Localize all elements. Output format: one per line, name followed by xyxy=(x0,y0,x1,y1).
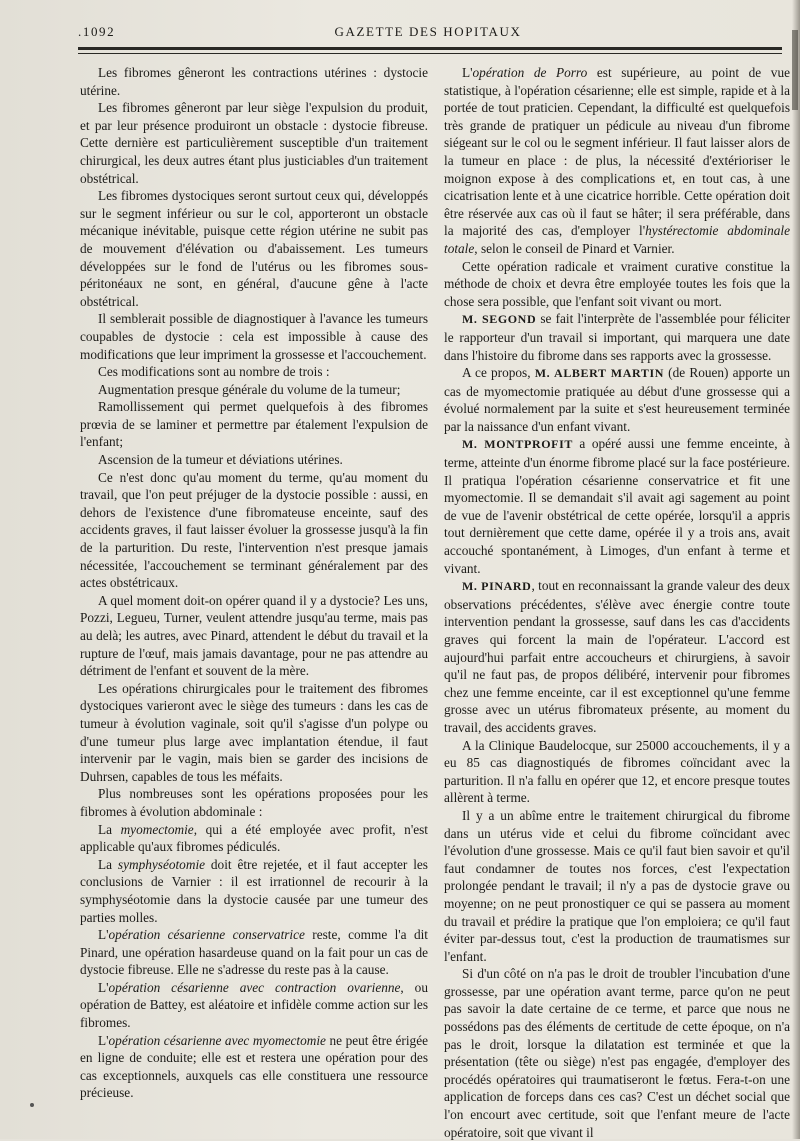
right-column xyxy=(444,64,790,1141)
paragraph-text: reste, comme l'a dit Pinard, une opération hasardeuse quand on la fait pour un cas de dystocie fibreuse. Elle ne s'adresse du reste pas à la cause. xyxy=(80,927,428,978)
paragraph xyxy=(444,577,790,736)
paragraph-text: Cette opération radicale et vraiment curative constitue la méthode de choix et devra être employée toutes les fois que la chose sera possible, que l'enfant soit vivant ou mort. xyxy=(444,258,790,309)
paragraph-text: Ce n'est donc qu'au moment du terme, qu'au moment du travail, que l'on peut préjuger de la dystocie possible : aussi, en dehors de l'existence d'une fibromateuse enceinte, sauf des accidents graves, il faut laisser évoluer la grossesse jusqu'à la fin de la parturition. Du reste, l'intervention n'est presque jamais nécessitée, l'accouchement se terminant généralement par des actes obstétricaux. xyxy=(80,469,428,591)
emphasis-text: hystérectomie abdominale totale xyxy=(444,223,790,256)
paragraph-text: La xyxy=(98,856,118,872)
paragraph-text: Ces modifications sont au nombre de trois : xyxy=(98,364,330,380)
paragraph xyxy=(80,64,428,99)
paragraph-text: , qui a été employée avec profit, n'est applicable qu'aux fibromes pédiculés. xyxy=(80,821,428,855)
paragraph-text: L' xyxy=(98,1032,109,1048)
paragraph xyxy=(444,737,790,807)
emphasis-text: opération césarienne conservatrice xyxy=(108,927,305,943)
paragraph-text: L' xyxy=(462,65,473,80)
speaker-name: M. MONTPROFIT xyxy=(462,437,573,452)
paragraph xyxy=(444,64,790,258)
paragraph-text: doit être rejetée, et il faut accepter les conclusions de Varnier : il est irrationnel de recourir à la symphyséotomie dans la dystocie causée par une tumeur des parties molles. xyxy=(80,856,428,925)
paragraph-text: (de Rouen) apporte un cas de myomectomie pratiquée au début d'une grossesse qui a évolué normalement par la suite et s'est heureusement terminée par la naissance d'un enfant vivant. xyxy=(444,365,790,434)
paragraph xyxy=(80,926,428,979)
paragraph xyxy=(80,363,428,381)
paragraph-text: A quel moment doit-on opérer quand il y a dystocie? Les uns, Pozzi, Legueu, Turner, veulent attendre jusqu'au terme, mais pas au delà; les autres, avec Pinard, attendent le début du travail et la rupture de l'œuf, mais jamais davantage, pour ne pas attendre au détriment de l'enfant et souvent de la mère. xyxy=(80,592,428,679)
paragraph xyxy=(80,99,428,187)
paragraph-text: , tout en reconnaissant la grande valeur des deux observations précédentes, s'élève avec énergie contre toute intervention pendant la grossesse, sauf dans les cas d'accidents graves qui forcent la main de l'opérateur. L'accord est aujourd'hui parfait entre accoucheurs et chirurgiens, à savoir qu'il ne faut pas, de propos délibéré, intervenir pour fibromes chez une femme enceinte, car il est exceptionnel qu'une femme grosse avec un utérus fibromateux présente, au moment du travail, des accidents graves. xyxy=(444,578,790,735)
paragraph-text: , selon le conseil de Pinard et Varnier. xyxy=(474,240,675,256)
paragraph-text: A la Clinique Baudelocque, sur 25000 accouchements, il y a eu 85 cas diagnostiqués de fibromes coïncidant avec la parturition. Il n'a fallu en opérer que 12, et encore presque toutes allèrent à terme. xyxy=(444,737,790,806)
paragraph-text: Il y a un abîme entre le traitement chirurgical du fibrome dans un utérus vide et celui du fibrome coïncidant avec l'évolution d'une grossesse. Mais ce qu'il faut bien savoir et qu'il faut condamner de toutes nos forces, c'est l'expectation prolongée pendant le travail; il n'y a pas de dystocie grave ou moyenne; on ne peut pronostiquer ce qui se passera au moment du travail et prédire la pratique que l'on emploiera; ce qu'il faut éviter par-dessus tout, c'est la production de traumatismes sur l'enfant. xyxy=(444,807,790,964)
paragraph xyxy=(444,364,790,435)
header-rule-thick xyxy=(78,47,782,50)
paragraph xyxy=(80,821,428,856)
page-edge-shadow xyxy=(792,0,800,1139)
speaker-name: M. SEGOND xyxy=(462,312,537,327)
paragraph-text: se fait l'interprète de l'assemblée pour féliciter le rapporteur d'un travail si important, qui marquera une date dans l'histoire du fibrome dans ses rapports avec la grossesse. xyxy=(444,311,790,363)
emphasis-text: opération césarienne avec contraction ovarienne xyxy=(108,979,401,995)
paragraph xyxy=(444,807,790,965)
paragraph-text: ne peut être érigée en ligne de conduite; elle est et restera une opération pour des cas exceptionnels, auxquels cas elle constituera une ressource précieuse. xyxy=(80,1032,428,1101)
emphasis-text: myomectomie xyxy=(120,821,194,837)
paragraph-text: Les opérations chirurgicales pour le traitement des fibromes dystociques varieront avec le siège des tumeurs : dans les cas de tumeur à évolution vaginale, soit qu'il s'agisse d'un polype ou d'une tumeur plus large avec implantation étendue, il faut intervenir par le vagin, mais bien se garder des incisions de Duhrsen, capables de tous les méfaits. xyxy=(80,680,428,784)
paragraph xyxy=(80,856,428,926)
paragraph xyxy=(444,258,790,311)
paragraph-text: L' xyxy=(98,927,109,943)
paragraph xyxy=(444,310,790,364)
paragraph-text: Si d'un côté on n'a pas le droit de troubler l'incubation d'une grossesse, par une opération avant terme, parce qu'on ne peut pas savoir la date certaine de ce terme, et parce que nous ne possédons pas des éléments de certitude de cette époque, on n'a pas le droit, lorsque la dilatation est terminée et que la présentation (tête ou siège) n'est pas engagée, d'employer des procédés opératoires qui traumatiseront le fœtus. Fera-t-on une application de forceps dans ces cas? C'est un déchet social que l'on encourt avec certitude, soit que l'enfant meure de l'acte opératoire, soit que vivant il xyxy=(444,966,790,1140)
paragraph xyxy=(80,469,428,592)
paragraph xyxy=(444,435,790,577)
paragraph xyxy=(80,381,428,399)
paragraph xyxy=(80,398,428,451)
paragraph-text: a opéré aussi une femme enceinte, à terme, atteinte d'un énorme fibrome placé sur la face postérieure. Il pratiqua l'opération césarienne conservatrice et fit une myomectomie. Il se demandait s'il avait agi sagement au point de vue de l'avenir obstétrical de cette opérée, lorsqu'il a appris tout dernièrement que cette dame, opérée il y a trois ans, avait accouché spontanément, à Limoges, d'un enfant à terme et vivant. xyxy=(444,436,790,576)
paragraph-text: Augmentation presque générale du volume de la tumeur; xyxy=(98,381,401,397)
speaker-name: M. PINARD xyxy=(462,579,532,594)
paragraph xyxy=(80,451,428,469)
page-number: .1092 xyxy=(78,24,116,39)
emphasis-text: opération césarienne avec myomectomie xyxy=(108,1032,326,1048)
paragraph-text: Il semblerait possible de diagnostiquer à l'avance les tumeurs coupables de dystocie : cela est impossible à cause des modifications que leur impriment la grossesse et l'accouchement. xyxy=(80,311,428,362)
paragraph-text: , ou opération de Battey, est aléatoire et infidèle comme action sur les fibromes. xyxy=(80,979,428,1031)
paragraph-text: La xyxy=(98,821,121,837)
paragraph xyxy=(80,1032,428,1102)
paragraph xyxy=(80,680,428,786)
header-rule-thin xyxy=(78,53,782,54)
paragraph xyxy=(80,187,428,310)
speaker-name: M. ALBERT MARTIN xyxy=(534,366,664,381)
paragraph xyxy=(80,979,428,1032)
left-column xyxy=(80,64,428,1102)
emphasis-text: symphyséotomie xyxy=(117,856,206,872)
margin-mark xyxy=(30,1103,34,1107)
paragraph-text: Les fibromes dystociques seront surtout ceux qui, développés sur le segment inférieur ou sur le col, apporteront un obstacle mécanique inévitable, puisque cette région utérine ne subit pas de mouvement d'élévation ou d'abaissement. Les tumeurs développées sur le fond de l'utérus ou les fibromes sous-péritonéaux ne sont, en général, d'aucune gêne à l'acte obstétrical. xyxy=(80,188,428,309)
paragraph-text: A ce propos, xyxy=(462,365,535,381)
paragraph xyxy=(80,785,428,820)
paragraph-text: Les fibromes gêneront par leur siège l'expulsion du produit, et par leur présence produiront un obstacle : dystocie fibreuse. Cette dernière est particulièrement susceptible d'un traitement chirurgical, les deux autres étant plus justiciables d'un traitement obstétrical. xyxy=(80,100,428,186)
paragraph xyxy=(80,592,428,680)
paragraph-text: Ascension de la tumeur et déviations utérines. xyxy=(98,452,343,468)
paragraph-text: Les fibromes gêneront les contractions utérines : dystocie utérine. xyxy=(80,65,428,98)
paragraph xyxy=(80,310,428,363)
page-header xyxy=(78,22,778,48)
paragraph xyxy=(444,965,790,1141)
journal-title: GAZETTE DES HOPITAUX xyxy=(334,24,522,39)
paragraph-text: est supérieure, au point de vue statistique, à l'opération césarienne; elle est simple, rapide et à la portée de tout praticien. Cependant, la difficulté est quelquefois très grande de pratiquer un pédicule au niveau d'un fibrome siégeant sur le col ou le segment inférieur. Il faut laisser alors de la tumeur en place : de plus, la nécessité d'extérioriser le moignon expose à des complications et, en tout cas, à une cicatrisation lente et à une cicatrice horrible. Cette opération doit être réservée aux cas où il faut se hâter; il sera préférable, dans la majorité des cas, d'employer l' xyxy=(444,65,790,239)
emphasis-text: opération de Porro xyxy=(472,65,588,80)
paragraph-text: Ramollissement qui permet quelquefois à des fibromes prœvia de se laminer et permettre par étalement l'expulsion de l'enfant; xyxy=(80,399,428,450)
page-edge-mark xyxy=(792,30,798,110)
paragraph-text: L' xyxy=(98,979,109,995)
paragraph-text: Plus nombreuses sont les opérations proposées pour les fibromes à évolution abdominale : xyxy=(80,786,428,819)
